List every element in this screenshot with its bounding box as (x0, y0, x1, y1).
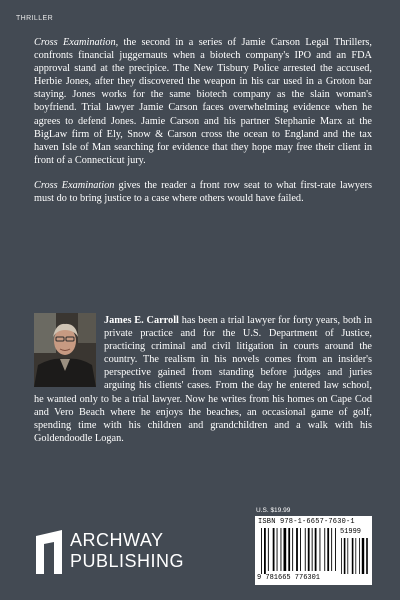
barcode-bar (300, 528, 301, 571)
author-bio (34, 314, 372, 445)
barcode-bar (335, 528, 336, 571)
archway-arch-icon (36, 530, 62, 574)
barcode-addon-bar (362, 538, 364, 574)
barcode-bar (261, 528, 262, 574)
synopsis-text-2: gives the reader a front row seat to what first-rate lawyers must do to bring justice to a case where others would have failed. (34, 179, 373, 205)
barcode-bar (296, 528, 298, 571)
barcode-addon-bar (359, 538, 360, 574)
barcode-bar (284, 528, 287, 571)
barcode-digits: 9 781665 776301 (257, 574, 321, 582)
synopsis-paragraph-2 (34, 179, 372, 205)
barcode-bar (281, 528, 282, 571)
publisher-name-line1: ARCHWAY (70, 530, 164, 550)
barcode-bar (305, 528, 306, 571)
barcode-bar (273, 528, 275, 571)
synopsis (34, 36, 372, 217)
barcode-bar (312, 528, 313, 571)
author-name: James E. Carroll (104, 315, 179, 326)
author-bio-text: has been a trial lawyer for forty years, both in private practice and for the U.S. Department of Justice, practicing criminal and civil litigation in courts around the country. The realism in his novels comes from an insider's perspective gained from standing before judges and juries arguing his clients' cases. From the day he entered law school, he wanted only to be a trial lawyer. Now he writes from his homes on Cape Cod and Vero Beach where he enjoys the beaches, an occasional game of golf, spending time with his children and grandchildren and a walk with his Goldendoodle Logan. (34, 315, 373, 444)
barcode-bar (324, 528, 325, 571)
photo-spacer (34, 314, 104, 392)
synopsis-paragraph-1 (34, 36, 372, 167)
genre-label: THRILLER (16, 15, 54, 22)
barcode-addon-bar (341, 538, 342, 574)
publisher-logo (36, 530, 196, 574)
barcode-bar (277, 528, 278, 571)
barcode-bar (315, 528, 317, 571)
barcode-bar (327, 528, 329, 571)
barcode-addon-bar (347, 538, 348, 574)
barcode-addon-bar (344, 538, 346, 574)
barcode-addon-digits: 51999 (340, 528, 362, 536)
barcode-bar (320, 528, 321, 571)
barcode-addon-bar (352, 538, 354, 574)
price-label: U.S. $19.99 (256, 507, 291, 514)
barcode-bar (292, 528, 293, 571)
book-title-2: Cross Examination (34, 179, 115, 191)
barcode-bar (268, 528, 269, 571)
barcode-addon-bar (355, 538, 356, 574)
synopsis-text-1: the second in a series of Jamie Carson Legal Thrillers, confronts financial juggernauts when a biotech company's IPO and an FDA approval stand at the precipice. The New Tisbury Police arrested the accused, Herbie Jones, after they discovered the weapon in his car used in a Groton bar staying. Jones works for the same biotech company as the slain woman's boyfriend. Trial lawyer Jamie Carson faces overwhelming evidence when he agrees to defend Jones. Jamie Carson and his partner Stephanie Marx at the BigLaw firm of Ely, Snow & Carson cross the ocean to England and the tax haven Isle of Man searching for evidence that they hope may free their client in front of a Connecticut jury. (34, 37, 372, 166)
barcode-bar (331, 528, 332, 571)
isbn-barcode (255, 516, 372, 585)
publisher-name-line2: PUBLISHING (70, 551, 185, 571)
barcode-bar (264, 528, 266, 574)
book-title: Cross Examination, (34, 37, 119, 48)
barcode-bar (308, 528, 310, 571)
isbn-text: ISBN 978-1-6657-7630-1 (258, 518, 355, 526)
barcode-bar (288, 528, 290, 571)
barcode-addon-bar (366, 538, 368, 574)
